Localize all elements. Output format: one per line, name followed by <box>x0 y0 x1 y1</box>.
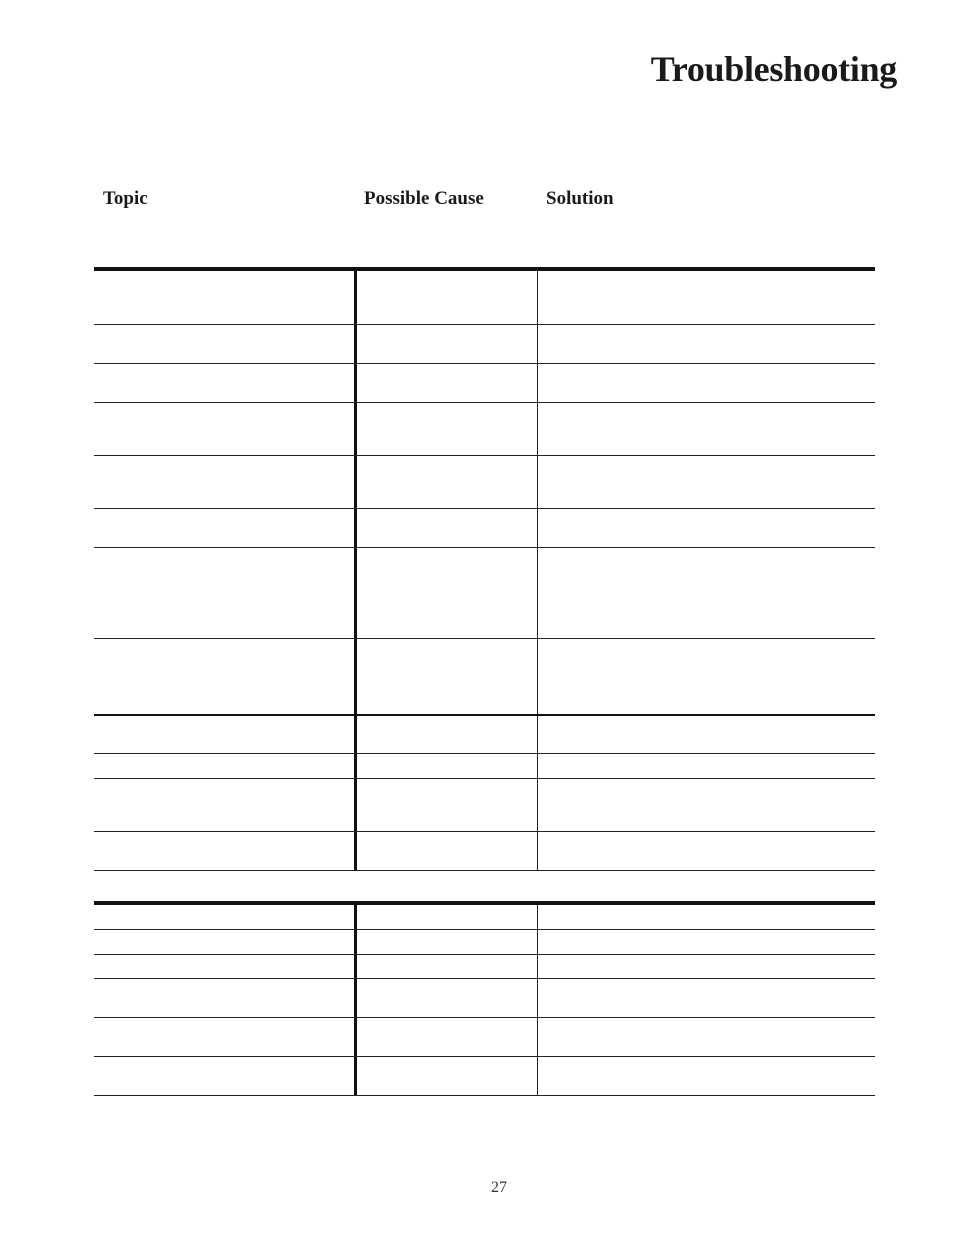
column-header-solution: Solution <box>546 188 614 209</box>
cause-cell <box>354 548 537 638</box>
solution-cell <box>537 754 875 778</box>
solution-cell <box>537 639 875 714</box>
cause-cell <box>354 1018 537 1056</box>
solution-cell <box>537 979 875 1017</box>
cause-cell <box>354 754 537 778</box>
cause-cell <box>354 779 537 831</box>
solution-cell <box>537 548 875 638</box>
topic-cell <box>94 325 354 363</box>
table-row <box>94 456 875 509</box>
table-row <box>94 1018 875 1057</box>
topic-cell <box>94 979 354 1017</box>
table-row <box>94 548 875 639</box>
table-row <box>94 1057 875 1096</box>
troubleshooting-table-section-2 <box>94 901 875 1096</box>
topic-cell <box>94 716 354 753</box>
page-number: 27 <box>491 1179 507 1196</box>
solution-cell <box>537 832 875 870</box>
table-row <box>94 509 875 548</box>
solution-cell <box>537 456 875 508</box>
cause-cell <box>354 325 537 363</box>
cause-cell <box>354 955 537 978</box>
solution-cell <box>537 779 875 831</box>
topic-cell <box>94 754 354 778</box>
cause-cell <box>354 403 537 455</box>
table-row <box>94 716 875 754</box>
table-row <box>94 639 875 716</box>
topic-cell <box>94 1018 354 1056</box>
cause-cell <box>354 639 537 714</box>
cause-cell <box>354 716 537 753</box>
cause-cell <box>354 905 537 929</box>
troubleshooting-table-section-1 <box>94 267 875 871</box>
table-row <box>94 754 875 779</box>
column-header-possible-cause: Possible Cause <box>364 188 484 209</box>
topic-cell <box>94 364 354 402</box>
solution-cell <box>537 271 875 324</box>
table-row <box>94 325 875 364</box>
solution-cell <box>537 364 875 402</box>
cause-cell <box>354 364 537 402</box>
solution-cell <box>537 955 875 978</box>
cause-cell <box>354 930 537 954</box>
cause-cell <box>354 1057 537 1095</box>
solution-cell <box>537 325 875 363</box>
topic-cell <box>94 905 354 929</box>
table-row <box>94 955 875 979</box>
topic-cell <box>94 456 354 508</box>
solution-cell <box>537 930 875 954</box>
solution-cell <box>537 509 875 547</box>
topic-cell <box>94 639 354 714</box>
topic-cell <box>94 271 354 324</box>
topic-cell <box>94 955 354 978</box>
table-row <box>94 979 875 1018</box>
table-row <box>94 779 875 832</box>
table-row <box>94 905 875 930</box>
table-row <box>94 832 875 871</box>
table-row <box>94 364 875 403</box>
cause-cell <box>354 509 537 547</box>
solution-cell <box>537 1057 875 1095</box>
topic-cell <box>94 930 354 954</box>
table-row <box>94 403 875 456</box>
cause-cell <box>354 456 537 508</box>
topic-cell <box>94 548 354 638</box>
topic-cell <box>94 779 354 831</box>
solution-cell <box>537 403 875 455</box>
table-row <box>94 930 875 955</box>
column-header-topic: Topic <box>103 188 148 209</box>
solution-cell <box>537 1018 875 1056</box>
cause-cell <box>354 979 537 1017</box>
topic-cell <box>94 832 354 870</box>
solution-cell <box>537 905 875 929</box>
table-row <box>94 271 875 325</box>
page-title: Troubleshooting <box>650 49 897 89</box>
solution-cell <box>537 716 875 753</box>
topic-cell <box>94 1057 354 1095</box>
topic-cell <box>94 403 354 455</box>
topic-cell <box>94 509 354 547</box>
cause-cell <box>354 271 537 324</box>
cause-cell <box>354 832 537 870</box>
